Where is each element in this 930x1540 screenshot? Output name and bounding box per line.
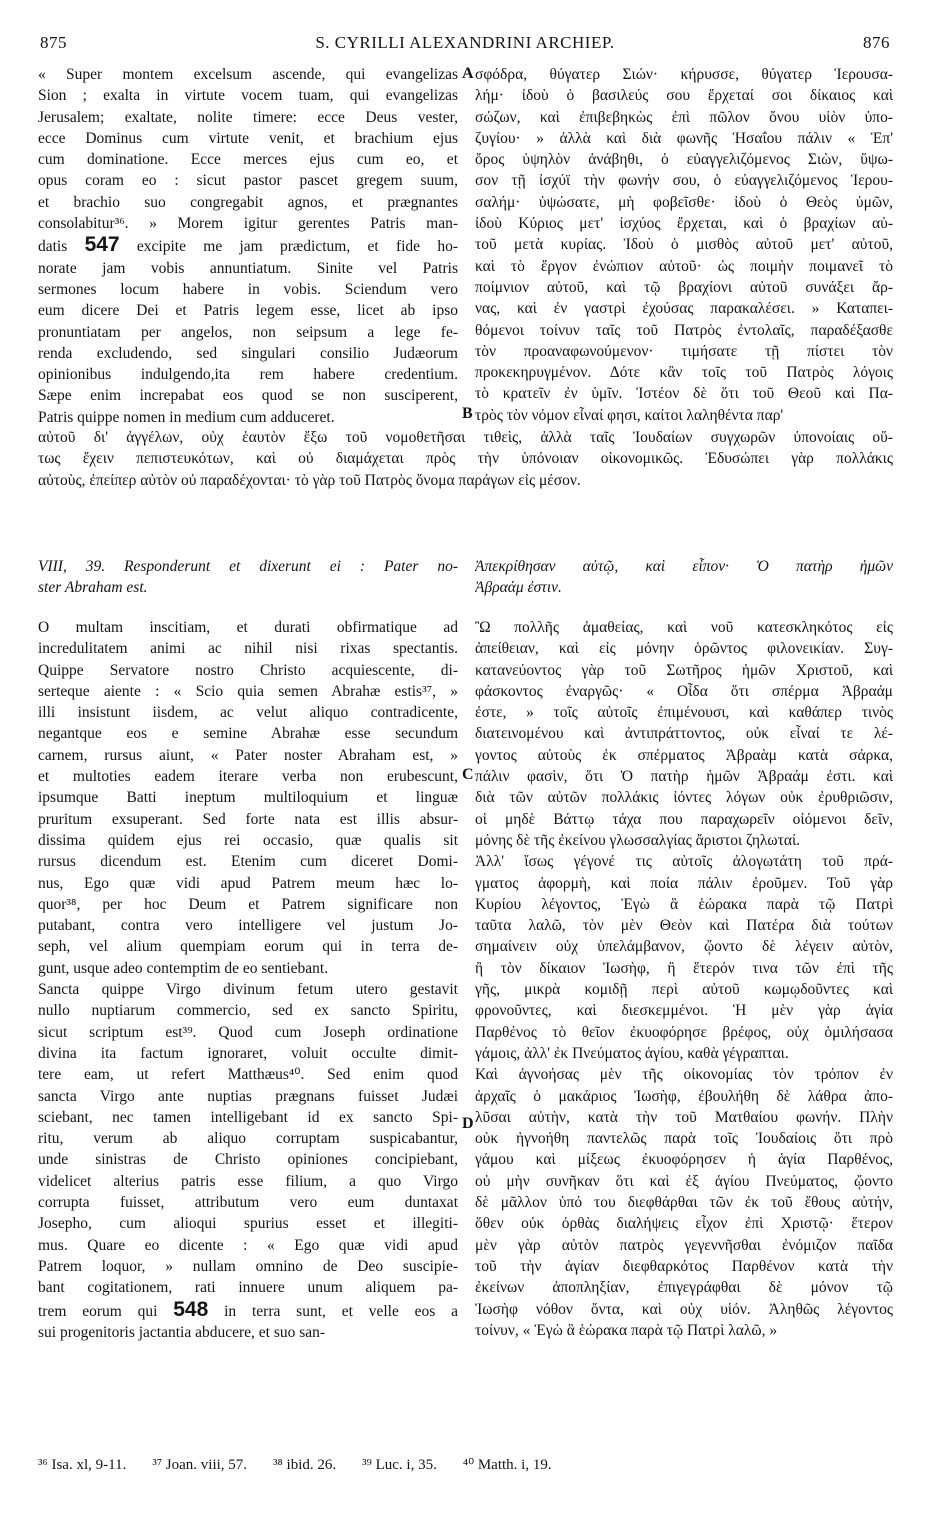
text-line: ὄρος ὑψηλὸν ἀνάβηθι, ὁ εὐαγγελιζόμενος Σιὼν, ὕψω- (475, 151, 893, 169)
text-line: negantque eos e semine Abrahæ esse secundum (38, 725, 458, 743)
text-line: dissima quidem ejus rei occasio, quæ qualis sit (38, 831, 458, 849)
footnote: ³⁹ Luc. i, 35. (362, 1457, 437, 1473)
text-line: sermones locum habere in vobis. Sciendum vero (38, 280, 458, 298)
margin-marker-b: B (462, 405, 473, 422)
text-line: Patris quippe nomen in medium cum adduceret. (38, 408, 335, 426)
text-line: αὐτοὺς, ἐπείπερ αὐτὸν οὐ παραδέχονται· τὸ γὰρ τοῦ Πατρὸς ὄνομα παράγων εἰς μέσον. (38, 471, 581, 489)
text-line: προκεκηρυγμένον. Δότε κἂν τοῖς τοῦ Πατρὸς λόγοις (475, 364, 893, 382)
text-line: videlicet alterius patris esse filium, a quo Virgo (38, 1172, 458, 1190)
text-line: pruritum exsuperant. Sed forte nata est illis absur- (38, 810, 458, 828)
latin-column-1 (38, 64, 458, 428)
text-line: mus. Quare eo dicente : « Ego quæ vidi apud (38, 1236, 458, 1254)
text-line: cum dominatione. Ecce merces ejus cum eo, et (38, 151, 458, 169)
text-line: datis 547 excipite me jam prædictum, et fide ho- (38, 234, 458, 257)
text-line: γάμου καὶ μίξεως ἐκυοφόρησεν ἡ ἁγία Παρθένος, (475, 1151, 893, 1169)
text-line: τοίνυν, « Ἐγὼ ἃ ἑώρακα παρὰ τῷ Πατρὶ λαλῶ, » (475, 1321, 778, 1339)
text-line: θόμενοι τοίνυν ταῖς τοῦ Πατρὸς ἐντολαῖς, παραδέξασθε (475, 321, 893, 339)
text-line: Ἀπεκρίθησαν αὐτῷ, καὶ εἶπον· Ὁ πατὴρ ἡμῶν (475, 558, 893, 575)
text-line: unde sinistras de Christo opiniones concipiebant, (38, 1151, 458, 1169)
text-line: Ἀβραάμ ἐστιν. (475, 579, 562, 597)
text-line: et brachio suo congregabit agnos, et prægnantes (38, 193, 458, 211)
text-line: σον τῇ ἰσχύϊ τὴν φωνήν σου, ὁ εὐαγγελιζόμενος Ἱερου- (475, 172, 893, 190)
text-line: μὲν γὰρ αὐτὸν πατρὸς γεγεννῆσθαι ἐνόμιζον παῖδα (475, 1236, 893, 1254)
text-line: norate jam vobis annuntiatum. Sinite vel Patris (38, 259, 458, 277)
text-line: σφόδρα, θύγατερ Σιών· κήρυσσε, θύγατερ Ἱερουσα- (475, 66, 893, 83)
text-line: quor³⁸, per hoc Deum et Patrem significare non (38, 895, 458, 913)
text-line: nullo nuptiarum commercio, sed ex sancto Spiritu, (38, 1002, 458, 1020)
text-line: eum dicere Dei et Patris legem esse, licet ab ipso (38, 302, 458, 320)
text-line: τοῦ τὴν ἁγίαν διεφθαρκότος Παρθένον κατὰ τὴν (475, 1257, 893, 1275)
text-line: πάλιν φασὶν, ὅτι Ὁ πατὴρ ἡμῶν Ἀβραάμ ἐστι. καὶ (475, 768, 893, 786)
text-line: et multoties eadem iterare verba non erubescunt, (38, 768, 458, 786)
page-number-left: 875 (40, 33, 67, 52)
text-line: sui progenitoris jactantia abducere, et suo san- (38, 1323, 326, 1341)
text-line: μόνης δὲ τῆς ἐκείνου γλωσσαλγίας ἄριστοι ζηλωταί. (475, 831, 801, 849)
footnote: ³⁷ Joan. viii, 57. (152, 1457, 248, 1473)
greek-column-1 (475, 64, 893, 426)
text-line: gunt, usque adeo contemptim de eo sentiebant. (38, 959, 329, 977)
column-number: 547 (84, 234, 120, 257)
text-line: ritu, verum ab aliquo corruptam suspicabantur, (38, 1130, 458, 1148)
text-line: tere eam, ut refert Matthæus⁴⁰. Sed enim quod (38, 1066, 458, 1084)
margin-marker-c: C (462, 766, 474, 783)
text-line: Patrem loquor, » nullam omnino de Deo suscipie- (38, 1257, 458, 1275)
text-line: σημαίνειν οὐχ ὑπελάμβανον, ᾤοντο δὲ λέγειν αὐτὸν, (475, 938, 893, 956)
text-line: νας, καὶ ἐν γαστρὶ ἐχούσας παρακαλέσει. » Καταπει- (475, 300, 893, 318)
text-line: ἐστε, » τοῖς αὐτοῖς ἐπιμένουσι, καὶ καθάπερ τινὸς (475, 704, 893, 722)
latin-column-2 (38, 617, 458, 1343)
text-line: ἀπείθειαν, καὶ εἰς μόνην ὁρῶντος φιλονεικίαν. Συγ- (475, 640, 893, 658)
text-line: seph, vel alium quempiam eorum qui in terra de- (38, 938, 458, 956)
footnotes (38, 1455, 893, 1474)
text-line: trem eorum qui 548 in terra sunt, et velle eos a (38, 1298, 458, 1321)
text-line: ecce Dominus cum virtute venit, et brachium ejus (38, 129, 458, 147)
page-header (40, 33, 890, 57)
text-line: ταῦτα λαλῶ, τὸν μὲν Θεὸν καὶ Πατέρα διὰ τούτων (475, 917, 893, 935)
text-line: τὸ κρατεῖν ἐν ὑμῖν. Ἰστέον δὲ ὅτι τοῦ Θεοῦ καὶ Πα- (475, 385, 893, 403)
footnote: ³⁶ Isa. xl, 9-11. (38, 1457, 127, 1473)
footnote: ³⁸ ibid. 26. (273, 1457, 337, 1473)
text-line: Ὢ πολλῆς ἀμαθείας, καὶ νοῦ κατεσκληκότος εἰς (475, 619, 893, 636)
text-line: Παρθένος τὸ θεῖον ἐκυοφόρησε βρέφος, οὐχ ὁμιλήσασα (475, 1023, 893, 1041)
text-line: sancta Virgo ante nuptias prægnans fuisset Judæi (38, 1087, 458, 1105)
text-line: ὅθεν οὐκ ὀρθὰς διαλήψεις εἶχον ἐπὶ Χριστῷ· ἕτερον (475, 1215, 893, 1233)
text-line: sicut scriptum est³⁹. Quod cum Joseph ordinatione (38, 1023, 458, 1041)
text-line: οὐκ ἠγνοήθη παντελῶς παρὰ τοῖς Ἰουδαίοις ὅτι πρὸ (475, 1130, 893, 1148)
text-line: Josepho, cum alioqui spurius esset et illegiti- (38, 1215, 458, 1233)
text-line: φάσκοντος ἐναργῶς· « Οἶδα ὅτι σπέρμα Ἀβραάμ (475, 682, 893, 700)
text-line: διατεινομένου καὶ ἀντιπράττοντος, οὐκ εἶναί τε λέ- (475, 725, 893, 743)
greek-column-2 (475, 617, 893, 1341)
text-line: Jerusalem; exaltate, nolite timere: ecce Deus vester, (38, 108, 458, 126)
text-line: Ἀλλ' ἴσως γέγονέ τις αὐτοῖς ἀλογωτάτη τοῦ πρά- (475, 853, 893, 871)
text-line: ἐκείνων ἀποπληξίαν, ἐπιγεγράφθαι δὲ μόνον τῷ (475, 1279, 893, 1297)
text-line: γάμοις, ἀλλ' ἐκ Πνεύματος ἁγίου, καθὰ γέγραπται. (475, 1044, 789, 1062)
text-line: opus coram eo : sicut pastor pascet gregem suum, (38, 172, 458, 190)
text-line: γματος ἀφορμὴ, καὶ ποία πάλιν ἐροῦμεν. Τοῦ γὰρ (475, 874, 893, 892)
text-line: sciebant, nec tamen intelligebant id ex sancto Spi- (38, 1108, 458, 1126)
page-number-right: 876 (863, 33, 890, 52)
text-line: nus, Ego quæ vidi apud Patrem meum hæc lo- (38, 874, 458, 892)
footnote: ⁴⁰ Matth. i, 19. (462, 1457, 552, 1473)
text-line: divina ita factum ignoraret, voluit occulte dimit- (38, 1044, 458, 1062)
text-line: opinionibus indulgendo,ita rem habere credentium. (38, 366, 458, 384)
text-line: O multam inscitiam, et durati obfirmatique ad (38, 619, 458, 636)
text-line: γοντος αὐτοὺς ἐκ σπέρματος Ἀβραὰμ κατὰ σάρκα, (475, 746, 893, 764)
column-number: 548 (173, 1298, 209, 1321)
text-line: λῦσαι αὐτὴν, κατὰ τὴν τοῦ Ματθαίου φωνήν. Πλὴν (475, 1108, 893, 1126)
greek-heading (475, 556, 893, 599)
latin-heading (38, 556, 458, 599)
text-line: γῆς, μικρὰ κομιδῇ περὶ αὐτοῦ κωμῳδοῦντες καὶ (475, 981, 893, 999)
text-line: ἢ τὸν δίκαιον Ἰωσὴφ, ἢ ἕτερόν τινα τῶν ἐπὶ τῆς (475, 959, 893, 977)
text-line: Sæpe enim increpabat eos quod se non susciperent, (38, 387, 458, 405)
text-line: λήμ· ἰδοὺ ὁ βασιλεύς σου ἔρχεταί σοι δίκαιος καὶ (475, 87, 893, 105)
text-line: φρονοῦντες, καὶ διεσκεμμένοι. Ἡ μὲν γὰρ ἁγία (475, 1002, 893, 1020)
text-line: serteque aiente : « Scio quia semen Abrahæ estis³⁷, » (38, 682, 458, 700)
text-line: σαλήμ· ὑψώσατε, μὴ φοβεῖσθε· ἰδοὺ ὁ Θεὸς ὑμῶν, (475, 193, 893, 211)
text-line: Ἰωσὴφ νόθον ὄντα, καὶ οὐχ υἱόν. Ἀληθῶς λέγοντος (475, 1300, 893, 1318)
text-line: τοῦ μετὰ κυρίας. Ἰδοὺ ὁ μισθὸς αὐτοῦ μετ' αὐτοῦ, (475, 236, 893, 254)
text-line: incredulitatem animi ac nihil nisi rixas spectantis. (38, 640, 458, 658)
margin-marker-d: D (462, 1115, 474, 1132)
text-line: renda excludendo, sed singulari consilio Judæorum (38, 344, 458, 362)
text-line: ipsumque Batti ineptum multiloquium et linguæ (38, 789, 458, 807)
text-line: « Super montem excelsum ascende, qui evangelizas (38, 66, 458, 83)
text-line: τρὸς τὸν νόμον εἶναί φησι, καίτοι λαληθέντα παρ' (475, 406, 784, 424)
text-line: VIII, 39. Responderunt et dixerunt ei : Pater no- (38, 558, 458, 575)
text-line: Sion ; exalta in virtute vocem tuam, qui evangelizas (38, 87, 458, 105)
text-line: corrupta fuisset, attributum vero eum duntaxat (38, 1194, 458, 1212)
text-line: rursus dicendum est. Etenim cum diceret Domi- (38, 853, 458, 871)
text-line: putabant, contra vero intelligere vel justum Jo- (38, 917, 458, 935)
text-line: Κυρίου λέγοντος, Ἐγὼ ἃ ἑώρακα παρὰ τῷ Πατρὶ (475, 895, 893, 913)
text-line: consolabitur³⁶. » Morem igitur gerentes Patris man- (38, 215, 458, 233)
text-line: οὐ μὴν συνῆκαν ὅτι καὶ ἐξ ἁγίου Πνεύματος, ᾤοντο (475, 1172, 893, 1190)
text-line: σώζων, καὶ ἐπιβεβηκὼς ἐπὶ πῶλον ὄνου υἱὸν ὑπο- (475, 108, 893, 126)
running-title: S. CYRILLI ALEXANDRINI ARCHIEP. (315, 33, 615, 52)
text-line: Καὶ ἀγνοήσας μὲν τῆς οἰκονομίας τὸν τρόπον ἐν (475, 1066, 893, 1084)
text-line: ster Abraham est. (38, 579, 148, 597)
text-line: τως ἔχειν πεπιστευκότων, καὶ οὐ διαμάχεται πρὸς τὴν ὑπόνοιαν οἰκονομικῶς. Ἐδυσώπει γὰρ πολλάκις (38, 450, 893, 468)
text-line: pronuntiatam per angelos, non seipsum a lege fe- (38, 323, 458, 341)
text-line: ζυγίου· » ἀλλὰ καὶ διὰ φωνῆς Ἡσαΐου πάλιν « Ἐπ' (475, 129, 893, 147)
text-line: καὶ τὸ ἔργον ἐνώπιον αὐτοῦ· ὡς ποιμὴν ποιμανεῖ τὸ (475, 257, 893, 275)
text-line: Sancta quippe Virgo divinum fetum utero gestavit (38, 981, 458, 999)
text-line: ἰδοὺ Κύριος μετ' ἰσχύος ἔρχεται, καὶ ὁ βραχίων αὐ- (475, 215, 893, 233)
text-line: ἀρχαῖς ὁ μακάριος Ἰωσὴφ, ἐβουλήθη δὲ λάθρα ἀπο- (475, 1087, 893, 1105)
text-line: κατανεύοντος γὰρ τοῦ Σωτῆρος ἡμῶν Χριστοῦ, καὶ (475, 661, 893, 679)
text-line: Quippe Servatore nostro Christo acquiescente, di- (38, 661, 458, 679)
text-line: διὰ τῶν αὐτῶν πολλάκις ἰόντες λόγων οὐκ ἐρυθριῶσιν, (475, 789, 893, 807)
text-line: δὲ μᾶλλον ὑπό του διεφθάρθαι τῶν ἐκ τοῦ ἔθους αὐτήν, (475, 1194, 893, 1212)
margin-marker-a: A (462, 65, 474, 82)
text-line: οἱ μηδὲ Βάττῳ τάχα που παραχωρεῖν οἰόμενοι δεῖν, (475, 810, 893, 828)
full-width-paragraph (38, 427, 893, 491)
text-line: αὐτοῦ δι' ἀγγέλων, οὐχ ἑαυτὸν ἔξω τοῦ νομοθετῆσαι τιθεὶς, ἀλλὰ ταῖς Ἰουδαίων συγχωρῶν ὑπονοίαις οὕ- (38, 429, 893, 446)
text-line: τὸν προαναφωνούμενον· τιμήσατε τῇ πίστει τὸν (475, 342, 893, 360)
text-line: bant cogitationem, rati innuere unum aliquem pa- (38, 1279, 458, 1297)
text-line: carnem, rursus aiunt, « Pater noster Abraham est, » (38, 746, 458, 764)
text-line: ποίμνιον αὐτοῦ, καὶ τῷ βραχίονι αὐτοῦ συνάξει ἄρ- (475, 278, 893, 296)
text-line: illi insistunt iisdem, ac velut aliquo contradicente, (38, 704, 458, 722)
